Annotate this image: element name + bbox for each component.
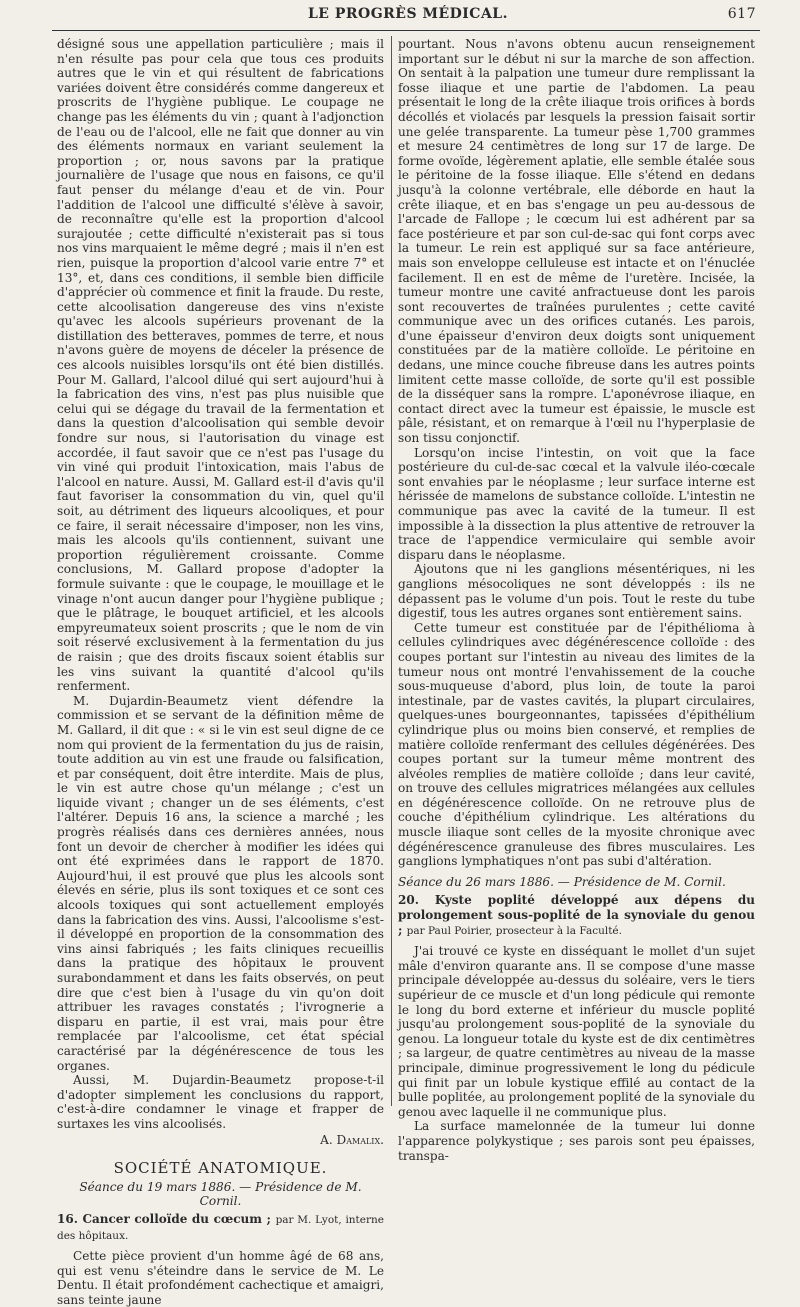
observation-title <box>398 893 755 938</box>
section-title: SOCIÉTÉ ANATOMIQUE. <box>113 1159 328 1178</box>
page-number: 617 <box>727 6 756 22</box>
paragraph: Cette pièce provient d'un homme âgé de 68 ans, qui est venu s'éteindre dans le service de M. Le Dentu. Il était profondément cachectique et amaigri, sans teinte jaune <box>57 1249 384 1307</box>
paragraph: Ajoutons que ni les ganglions mésentériques, ni les ganglions mésocoliques ne sont développés : ils ne dépassent pas le volume d'un pois. Tout le reste du tube digestif, tous les autres organes sont entièrement sains. <box>398 562 755 621</box>
observation-title-text: 16. Cancer colloïde du cœcum ; <box>57 1211 271 1226</box>
paragraph: J'ai trouvé ce kyste en disséquant le mollet d'un sujet mâle d'environ quarante ans. Il se compose d'une masse principale développée au-dessus du soléaire, vers le tiers supérieur de ce muscle et d'un long pédicule qui remonte le long du bord externe et inférieur du muscle poplité jusqu'au prolongement sous-poplité de la synoviale du genou. La longueur totale du kyste est de dix centimètres ; sa largeur, de quatre centimètres au niveau de la masse principale, diminue progressivement le long du pédicule qui finit par un lobule kystique effilé au contact de la bulle poplitée, au prolongement poplité de la synoviale du genou avec laquelle il ne communique plus. <box>398 944 755 1119</box>
column-divider <box>391 36 392 1106</box>
right-column <box>398 37 755 1163</box>
running-header <box>60 6 756 28</box>
header-rule <box>52 30 760 31</box>
paragraph: Cette tumeur est constituée par de l'épithélioma à cellules cylindriques avec dégénérescence colloïde : des coupes portant sur l'intestin au niveau des limites de la tumeur nous ont montré l'envahissement de la couche sous-muqueuse d'abord, plus loin, de toute la paroi intestinale, par de vastes cavités, la plupart circulaires, quelques-unes bourgeonnantes, tapissées d'épithélium cylindrique plus ou moins bien conservé, et remplies de matière colloïde renfermant des cellules dégénérées. Des coupes portant sur la tumeur même montrent des alvéoles remplies de matière colloïde ; dans leur cavité, on trouve des cellules migratrices mélangées aux cellules en dégénérescence colloïde. On ne retrouve plus de couche d'épithélium cylindrique. Les altérations du muscle iliaque sont celles de la myosite chronique avec dégénérescence granuleuse des fibres musculaires. Les ganglions lymphatiques n'ont pas subi d'altération. <box>398 620 755 869</box>
seance-heading: Séance du 19 mars 1886. — Présidence de M. Cornil. <box>79 1179 362 1209</box>
seance-heading: Séance du 26 mars 1886. — Présidence de M. Cornil. <box>398 874 726 889</box>
observation-title <box>57 1212 384 1243</box>
journal-title: LE PROGRÈS MÉDICAL. <box>307 6 509 22</box>
observation-title-text: 20. Kyste poplité développé aux dépens du prolongement sous-poplité de la synoviale du genou ; <box>398 893 755 937</box>
author-signature: A. Damalix. <box>320 1132 384 1147</box>
observation-author: par M. Lyot, interne des hôpitaux. <box>57 1213 384 1242</box>
paragraph: Lorsqu'on incise l'intestin, on voit que la face postérieure du cul-de-sac cœcal et la valvule iléo-cœcale sont envahies par le néoplasme ; leur surface interne est hérissée de mamelons de substance colloïde. L'intestin ne communique pas avec la cavité de la tumeur. Il est impossible à la dissection la plus attentive de retrouver la trace de l'appendice vermiculaire qui semble avoir disparu dans le néoplasme. <box>398 445 755 562</box>
paragraph: désigné sous une appellation particulière ; mais il n'en résulte pas pour cela que tous ces produits autres que le vin et qui résultent de fabrications variées doivent être considérés comme dangereux et proscrits de l'hygiène publique. Le coupage ne change pas les éléments du vin ; quant à l'adjonction de l'eau ou de l'alcool, elle ne fait que donner au vin des éléments normaux en variant seulement la proportion ; or, nous savons par la pratique journalière de l'usage que nous en faisons, ce qu'il faut penser du mélange d'eau et de vin. Pour l'addition de l'alcool une difficulté s'élève à savoir, de reconnaître qu'elle est la proportion d'alcool surajoutée ; cette difficulté n'existerait pas si tous nos vins marquaient le même degré ; mais il n'en est rien, puisque la proportion d'alcool varie entre 7° et 13°, et, dans ces conditions, il semble bien difficile d'apprécier où commence et finit la fraude. Du reste, cette alcoolisation dangereuse des vins n'existe qu'avec les alcools supérieurs provenant de la distillation des betteraves, pommes de terre, et nous n'avons guère de moyens de déceler la présence de ces alcools nuisibles lorsqu'ils ont été bien distillés. Pour M. Gallard, l'alcool dilué qui sert aujourd'hui à la fabrication des vins, n'est pas plus nuisible que celui qui se dégage du travail de la fermentation et dans la question d'alcoolisation qui semble devoir fondre sur nous, si l'autorisation du vinage est accordée, il faut savoir que ce n'est pas l'usage du vin viné qui produit l'intoxication, mais l'abus de l'alcool en nature. Aussi, M. Gallard est-il d'avis qu'il faut favoriser la consommation du vin, quel qu'il soit, au détriment des liqueurs alcooliques, et pour ce faire, il serait nécessaire d'imposer, non les vins, mais les alcools qu'ils contiennent, suivant une proportion régulièrement croissante. Comme conclusions, M. Gallard propose d'adopter la formule suivante : que le coupage, le mouillage et le vinage n'ont aucun danger pour l'hygiène publique ; que le plâtrage, le bouquet artificiel, et les alcools empyreumateux soient proscrits ; que le nom de vin soit réservé exclusivement à la fermentation du jus de raisin ; que des droits fiscaux soient établis sur les vins suivant la quantité d'alcool qu'ils renferment. <box>57 37 384 694</box>
paragraph: La surface mamelonnée de la tumeur lui donne l'apparence polykystique ; ses parois sont peu épaisses, transpa- <box>398 1119 755 1163</box>
paragraph: Aussi, M. Dujardin-Beaumetz propose-t-il d'adopter simplement les conclusions du rapport, c'est-à-dire condamner le vinage et frapper de surtaxes les vins alcoolisés. <box>57 1073 384 1131</box>
paragraph: pourtant. Nous n'avons obtenu aucun renseignement important sur le début ni sur la marche de son affection. On sentait à la palpation une tumeur dure remplissant la fosse iliaque et une partie de l'abdomen. La peau présentait le long de la crête iliaque trois orifices à bords décollés et violacés par lesquels la pression faisait sortir une gelée transparente. La tumeur pèse 1,700 grammes et mesure 24 centimètres de long sur 17 de large. De forme ovoïde, légèrement aplatie, elle semble étalée sous le péritoine de la fosse iliaque. Elle s'étend en dedans jusqu'à la colonne vertébrale, elle déborde en haut la crête iliaque, et en bas s'engage un peu au-dessous de l'arcade de Fallope ; le cœcum lui est adhérent par sa face postérieure et par son cul-de-sac qui font corps avec la tumeur. Le rein est appliqué sur sa face antérieure, mais son enveloppe celluleuse est intacte et on l'énuclée facilement. Il en est de même de l'uretère. Incisée, la tumeur montre une cavité anfractueuse dont les parois sont recouvertes de traînées purulentes ; cette cavité communique avec un des orifices cutanés. Les parois, d'une épaisseur d'environ deux doigts sont uniquement constituées par de la matière colloïde. Le péritoine en dedans, une mince couche fibreuse dans les autres points limitent cette masse colloïde, de sorte qu'il est possible de la disséquer sans la rompre. L'aponévrose iliaque, en contact direct avec la tumeur est épaissie, le muscle est pâle, résistant, et on remarque à l'œil nu l'hyperplasie de son tissu conjonctif. <box>398 37 755 446</box>
paragraph: M. Dujardin-Beaumetz vient défendre la commission et se servant de la définition même de M. Gallard, il dit que : « si le vin est seul digne de ce nom qui provient de la fermentation du jus de raisin, toute addition au vin est une fraude ou falsification, et par conséquent, doit être interdite. Mais de plus, le vin est autre chose qu'un mélange ; c'est un liquide vivant ; changer un de ses éléments, c'est l'altérer. Depuis 16 ans, la science a marché ; les progrès réalisés dans ces dernières années, nous font un devoir de chercher à modifier les idées qui ont été exprimées dans le rapport de 1870. Aujourd'hui, il est prouvé que plus les alcools sont élevés en série, plus ils sont toxiques et ce sont ces alcools toxiques qui sont actuellement employés dans la fabrication des vins. Aussi, l'alcoolisme s'est-il développé en proportion de la consommation des vins ainsi fabriqués ; les faits cliniques recueillis dans la pratique des hôpitaux le prouvent surabondamment et dans les faits observés, on peut dire que c'est bien à l'usage du vin qu'on doit attribuer les ravages constatés ; l'ivrognerie a disparu en partie, il est vrai, mais pour être remplacée par l'alcoolisme, cet état spécial caractérisé par la dégénérescence de tous les organes. <box>57 693 384 1073</box>
observation-author: par Paul Poirier, prosecteur à la Faculté. <box>406 924 622 937</box>
left-column <box>57 37 384 1307</box>
